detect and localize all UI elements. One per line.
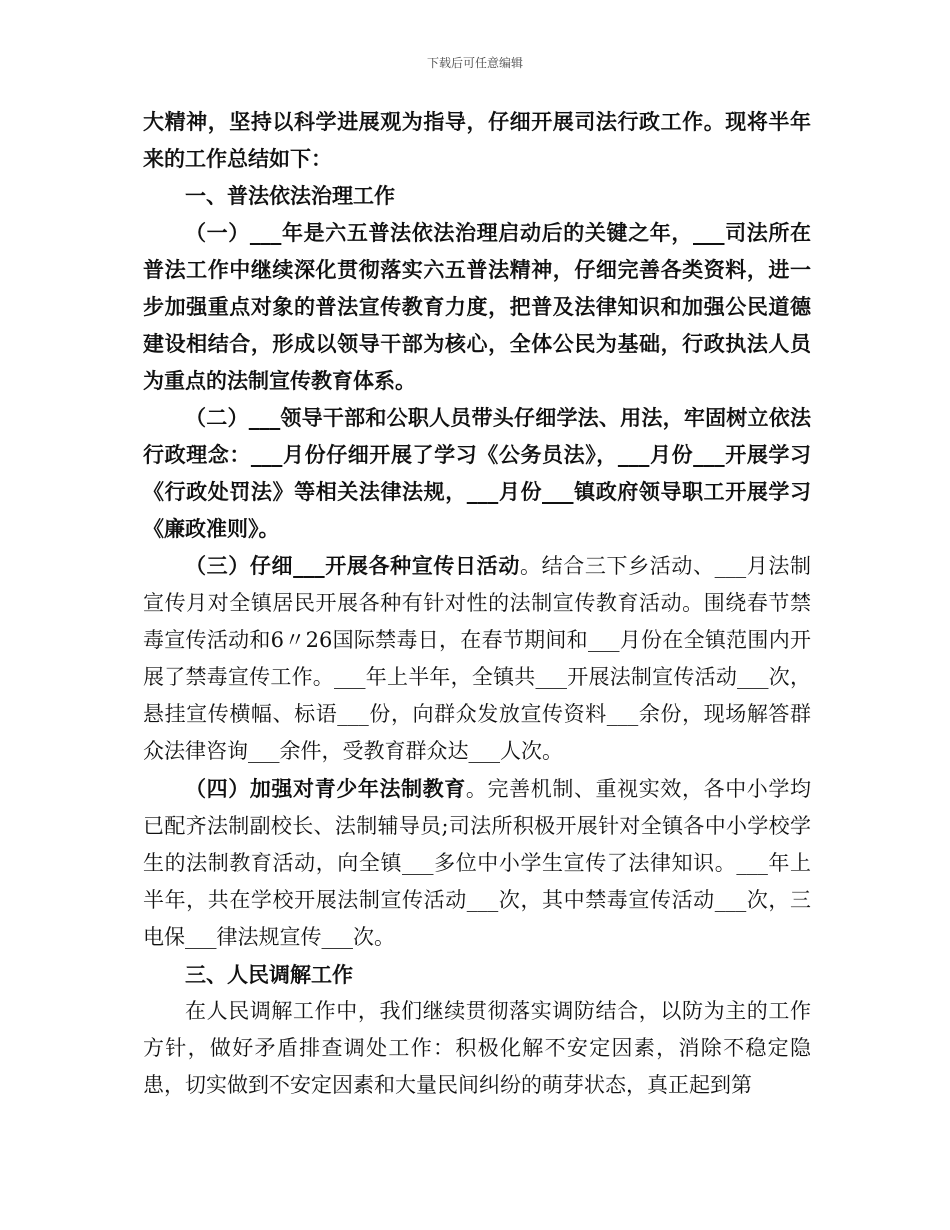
page-header: 下载后可任意编辑 xyxy=(426,56,523,70)
paragraph-item-3-lead: （三）仔细___开展各种宣传日活动 xyxy=(185,553,520,578)
section-heading-1: 一、普法依法治理工作 xyxy=(185,183,395,208)
paragraph-mediation: 在人民调解工作中，我们继续贯彻落实调防结合，以防为主的工作方针，做好矛盾排查调处工作：积极化解不安定因素，消除不稳定隐患，切实做到不安定因素和大量民间纠纷的萌芽状态，真正起到第 xyxy=(143,999,811,1097)
paragraph-item-3-text: 。结合三下乡活动、___月法制宣传月对全镇居民开展各种有针对性的法制宣传教育活动。围绕春节禁毒宣传活动和6〃26国际禁毒日，在春节期间和___月份在全镇范围内开展了禁毒宣传工作。___年上半年，全镇共___开展法制宣传活动___次，悬挂宣传横幅、标语___份，向群众发放宣传资料___余份，现场解答群众法律咨询___余件，受教育群众达___人次。 xyxy=(143,554,812,763)
paragraph-item-2: （二）___领导干部和公职人员带头仔细学法、用法，牢固树立依法行政理念：___月份仔细开展了学习《公务员法》，___月份___开展学习《行政处罚法》等相关法律法规，___月份___镇政府领导职工开展学习《廉政准则》。 xyxy=(143,405,811,541)
paragraph-item-4-lead: （四）加强对青少年法制教育 xyxy=(185,776,466,801)
paragraph-item-4-text: 。完善机制、重视实效，各中小学均已配齐法制副校长、法制辅导员;司法所积极开展针对全镇各中小学校学生的法制教育活动，向全镇___多位中小学生宣传了法律知识。___年上半年，共在学校开展法制宣传活动___次，其中禁毒宣传活动___次，三电保___律法规宣传___次。 xyxy=(143,777,812,949)
paragraph-continuation: 大精神，坚持以科学进展观为指导，仔细开展司法行政工作。现将半年来的工作总结如下： xyxy=(143,109,811,171)
paragraph-item-3 xyxy=(143,547,811,770)
paragraph-item-4 xyxy=(143,770,811,956)
section-heading-3: 三、人民调解工作 xyxy=(185,962,353,987)
document-body xyxy=(143,103,811,1104)
paragraph-item-1: （一）___年是六五普法依法治理启动后的关键之年，___司法所在普法工作中继续深化贯彻落实六五普法精神，仔细完善各类资料，进一步加强重点对象的普法宣传教育力度，把普及法律知识和加强公民道德建设相结合，形成以领导干部为核心，全体公民为基础，行政执法人员为重点的法制宣传教育体系。 xyxy=(143,220,811,393)
